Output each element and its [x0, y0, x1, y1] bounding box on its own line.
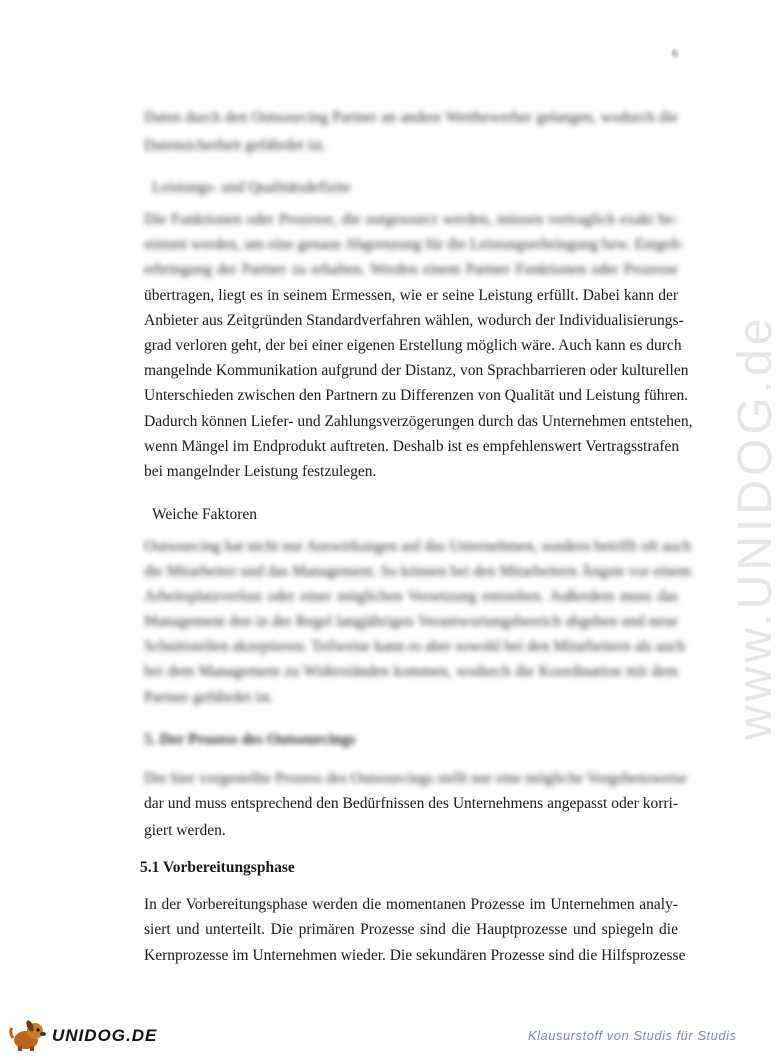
dog-icon	[8, 1018, 48, 1052]
text-line: Daten durch den Outsourcing Partner an andere Wettbewerber gelangen, wodurch die	[144, 109, 678, 126]
text-line: Unterschieden zwischen den Partnern zu Differenzen von Qualität und Leistung führen.	[144, 387, 689, 404]
text-line: grad verloren geht, der bei einer eigenen Erstellung möglich wäre. Auch kann es durch	[144, 337, 682, 354]
text-line: die Mitarbeiter und das Management. So können bei den Mitarbeitern Ängste vor einem	[144, 563, 692, 580]
text-line: siert und unterteilt. Die primären Prozesse sind die Hauptprozesse und spiegeln die	[144, 921, 678, 938]
text-line: bei mangelnder Leistung festzulegen.	[144, 463, 377, 480]
text-line: Outsourcing hat nicht nur Auswirkungen auf das Unternehmen, sondern betrifft oft auch	[144, 538, 692, 555]
text-line: giert werden.	[144, 822, 226, 839]
text-line: Arbeitsplatzverlust oder einer möglichen Versetzung entstehen. Außerdem muss das	[144, 588, 678, 605]
subheading: Weiche Faktoren	[152, 506, 258, 523]
logo-text: UNIDOG.DE	[52, 1026, 158, 1045]
text-line: dar und muss entsprechend den Bedürfnissen des Unternehmens angepasst oder korri-	[144, 795, 678, 812]
watermark	[678, 270, 782, 750]
text-line: Die Funktionen oder Prozesse, die outgesourct werden, müssen vertraglich exakt be-	[144, 211, 678, 228]
text-line: erbringung der Partner zu erhalten. Werden einem Partner Funktionen oder Prozesse	[144, 261, 678, 278]
text-line: mangelnde Kommunikation aufgrund der Distanz, von Sprachbarrieren oder kulturellen	[144, 362, 689, 379]
text-line: Dadurch können Liefer- und Zahlungsverzögerungen durch das Unternehmen entstehen,	[144, 413, 693, 430]
section-heading: 5.1 Vorbereitungsphase	[140, 859, 295, 876]
text-line: Partner gefährdet ist.	[144, 689, 274, 706]
subheading: Leistungs- und Qualitätsdefizite	[152, 179, 351, 196]
text-line: bei dem Management zu Widerständen kommen, wodurch die Koordination mit dem	[144, 663, 678, 680]
section-heading: 5. Der Prozess des Outsourcings	[144, 731, 356, 748]
text-line: Datensicherheit gefährdet ist.	[144, 137, 327, 154]
text-line: Management den in der Regel langjährigen Verantwortungsbereich abgeben und neue	[144, 613, 678, 630]
text-line: Schnittstellen akzeptieren. Teilweise kann es aber sowohl bei den Mitarbeitern als auch	[144, 638, 685, 655]
text-line: übertragen, liegt es in seinem Ermessen, wie er seine Leistung erfüllt. Dabei kann der	[144, 287, 678, 304]
text-line: In der Vorbereitungsphase werden die momentanen Prozesse im Unternehmen analy-	[144, 896, 678, 913]
text-line: Der hier vorgestellte Prozess des Outsourcings stellt nur eine mögliche Vorgehensweise	[144, 770, 687, 787]
text-line: Anbieter aus Zeitgründen Standardverfahren wählen, wodurch der Individualisierungs-	[144, 312, 684, 329]
text-line: Kernprozesse im Unternehmen wieder. Die sekundären Prozesse sind die Hilfsprozesse	[144, 947, 686, 964]
footer-slogan: Klausurstoff von Studis für Studis	[528, 1028, 737, 1043]
watermark-text: www.UNIDOG.de	[729, 314, 782, 740]
text-line: wenn Mängel im Endprodukt auftreten. Deshalb ist es empfehlenswert Vertragsstrafen	[144, 438, 680, 455]
text-line: stimmt werden, um eine genaue Abgrenzung für die Leistungserbringung bzw. Entgelt-	[144, 236, 685, 253]
page-number: 6	[672, 46, 678, 60]
unidog-logo	[8, 1018, 158, 1052]
